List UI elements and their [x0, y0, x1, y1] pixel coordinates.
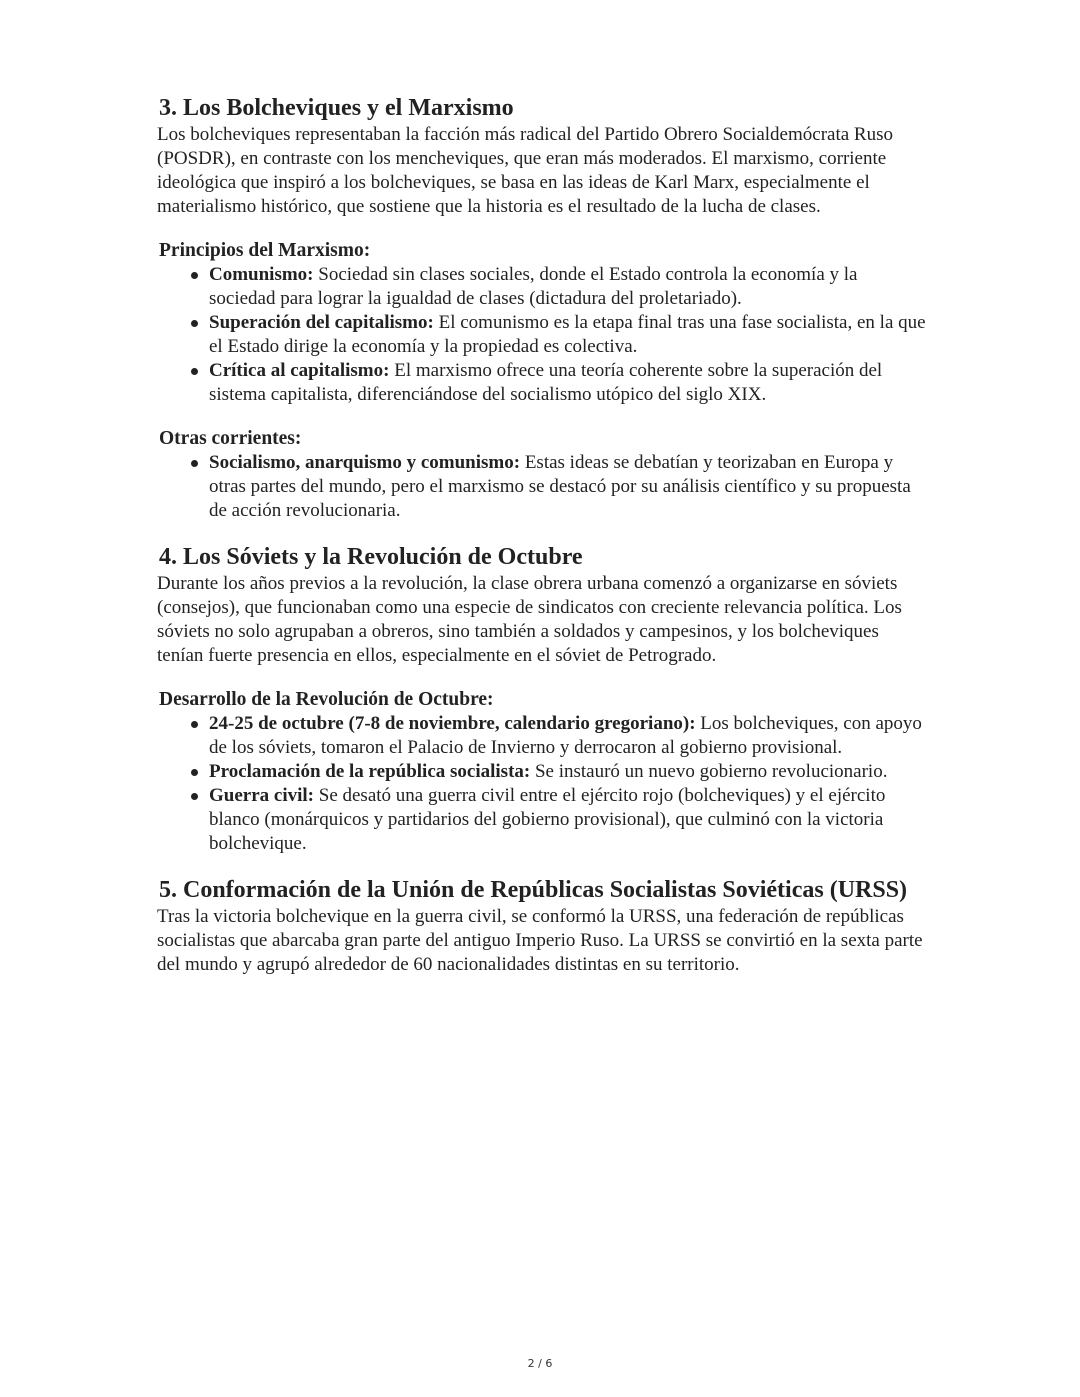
list-item [209, 712, 927, 760]
otras-corrientes-heading: Otras corrientes: [159, 428, 302, 449]
section-5-body: Tras la victoria bolchevique en la guerra civil, se conformó la URSS, una federación de repúblicas socialistas que abarcaba gran parte del antiguo Imperio Ruso. La URSS se convirtió en la sexta parte del mundo y agrupó alrededor de 60 nacionalidades distintas en su territorio. [157, 906, 923, 975]
item-text: El comunismo es la etapa final tras una fase socialista, en la que el Estado dirige la economía y la propiedad es colectiva. [209, 312, 926, 357]
section-4-heading: 4. Los Sóviets y la Revolución de Octubre [159, 544, 583, 570]
section-5-heading: 5. Conformación de la Unión de Repúblicas Socialistas Soviéticas (URSS) [159, 877, 908, 903]
item-text: El marxismo ofrece una teoría coherente sobre la superación del sistema capitalista, diferenciándose del socialismo utópico del siglo XIX. [209, 360, 883, 405]
item-text: Los bolcheviques, con apoyo de los sóviets, tomaron el Palacio de Invierno y derrocaron al gobierno provisional. [209, 713, 922, 758]
principios-list [157, 263, 927, 407]
principios-heading: Principios del Marxismo: [159, 240, 371, 261]
item-term: Superación del capitalismo: [209, 312, 434, 333]
item-term: Comunismo: [209, 264, 314, 285]
desarrollo-list [157, 712, 927, 856]
list-item [209, 311, 927, 359]
page-number: 2 / 6 [527, 1357, 553, 1370]
desarrollo-heading: Desarrollo de la Revolución de Octubre: [159, 689, 494, 710]
otras-corrientes-list [157, 451, 927, 523]
section-3-heading: 3. Los Bolcheviques y el Marxismo [159, 95, 514, 121]
document-page [157, 94, 927, 977]
list-item [209, 359, 927, 407]
item-text: Se desató una guerra civil entre el ejército rojo (bolcheviques) y el ejército blanco (monárquicos y partidarios del gobierno provisional), que culminó con la victoria bolchevique. [209, 785, 886, 854]
item-term: Crítica al capitalismo: [209, 360, 390, 381]
list-item [209, 263, 927, 311]
item-term: Guerra civil: [209, 785, 314, 806]
item-text: Sociedad sin clases sociales, donde el Estado controla la economía y la sociedad para lograr la igualdad de clases (dictadura del proletariado). [209, 264, 858, 309]
list-item [209, 784, 927, 856]
item-term: 24-25 de octubre (7-8 de noviembre, calendario gregoriano): [209, 713, 696, 734]
item-term: Socialismo, anarquismo y comunismo: [209, 452, 521, 473]
section-3-body: Los bolcheviques representaban la facción más radical del Partido Obrero Socialdemócrata Ruso (POSDR), en contraste con los mencheviques, que eran más moderados. El marxismo, corriente ideológica que inspiró a los bolcheviques, se basa en las ideas de Karl Marx, especialmente el materialismo histórico, que sostiene que la historia es el resultado de la lucha de clases. [157, 124, 893, 217]
list-item [209, 451, 927, 523]
section-4-body: Durante los años previos a la revolución, la clase obrera urbana comenzó a organizarse en sóviets (consejos), que funcionaban como una especie de sindicatos con creciente relevancia política. Los sóviets no solo agrupaban a obreros, sino también a soldados y campesinos, y los bolcheviques tenían fuerte presencia en ellos, especialmente en el sóviet de Petrogrado. [157, 573, 902, 666]
item-term: Proclamación de la república socialista: [209, 761, 531, 782]
item-text: Se instauró un nuevo gobierno revolucionario. [530, 761, 888, 782]
item-text: Estas ideas se debatían y teorizaban en Europa y otras partes del mundo, pero el marxismo se destacó por su análisis científico y su propuesta de acción revolucionaria. [209, 452, 911, 521]
list-item [209, 760, 927, 784]
